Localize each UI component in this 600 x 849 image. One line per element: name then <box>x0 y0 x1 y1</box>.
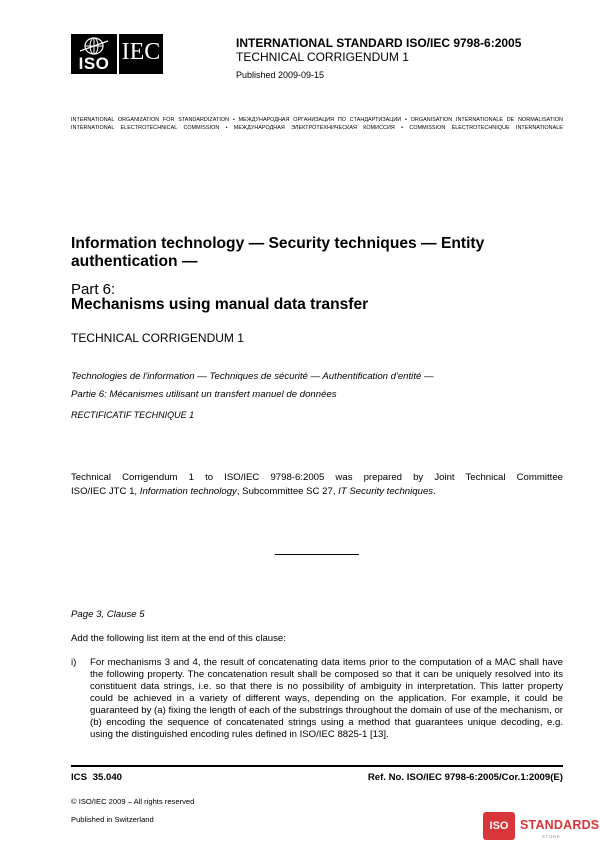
list-item <box>71 657 563 741</box>
organizations-line-1 <box>71 117 563 123</box>
intro-text: . <box>433 486 436 497</box>
globe-icon <box>76 37 112 55</box>
store-standards-text: STANDARDS <box>520 818 600 832</box>
intro-text: ISO/IEC JTC 1, <box>71 486 140 497</box>
iso-iec-logo <box>71 34 163 74</box>
footer-rule <box>71 765 563 767</box>
iso-standards-store-logo <box>480 810 600 844</box>
iso-logo-text: ISO <box>78 54 110 73</box>
store-iso-text: ISO <box>489 820 509 832</box>
intro-italic: Information technology <box>139 486 237 497</box>
bullet: • <box>225 125 228 131</box>
bullet: • <box>404 117 407 123</box>
part-title: Mechanisms using manual data transfer <box>71 296 369 313</box>
intro-paragraph <box>71 471 563 499</box>
ics-code: ICS 35.040 <box>71 772 123 783</box>
iec-logo <box>119 34 163 74</box>
org-name: COMMISSION ÉLECTROTECHNIQUE INTERNATIONALE <box>409 125 563 131</box>
french-title: Technologies de l'information — Techniques de sécurité — Authentification d'entité — <box>71 371 434 382</box>
iec-logo-text: IEC <box>121 39 161 65</box>
intro-line-1: Technical Corrigendum 1 to ISO/IEC 9798-6:2005 was prepared by Joint Technical Committee <box>71 472 563 483</box>
iso-logo <box>71 34 117 74</box>
org-name: МЕЖДУНАРОДНАЯ ЭЛЕКТРОТЕХНИЧЕСКАЯ КОМИССИЯ <box>233 125 395 131</box>
intro-text: , Subcommittee SC 27, <box>236 486 339 497</box>
store-label: STORE <box>542 834 561 839</box>
document-title: Information technology — Security techniques — Entity authentication — <box>71 235 485 270</box>
published-in: Published in Switzerland <box>71 815 154 824</box>
org-name: МЕЖДУНАРОДНАЯ ОРГАНИЗАЦИЯ ПО СТАНДАРТИЗАЦИИ <box>238 117 402 123</box>
list-item-text: For mechanisms 3 and 4, the result of concatenating data items prior to the computation of a MAC shall have the following property. The concatenation result shall be composed so that it can be uniquely resolved into its constituent data strings, i.e. so that there is no possibility of ambiguity in interpretation. This latter property could be achieved in a variety of different ways, depending on the application. For example, it could be guaranteed by (a) fixing the length of each of the substrings throughout the domain of use of the mechanism, or (b) encoding the sequence of concatenated strings using a method that guarantees unique decoding, e.g. using the distinguished encoding rules defined in ISO/IEC 8825-1 [13]. <box>90 657 563 740</box>
organizations-line-2 <box>71 125 563 131</box>
store-iso-badge <box>483 812 515 840</box>
part-number: Part 6: <box>71 281 116 298</box>
publication-date: Published 2009-09-15 <box>236 70 325 80</box>
separator-rule <box>275 554 359 555</box>
instruction-text: Add the following list item at the end of this clause: <box>71 633 286 644</box>
reference-number: Ref. No. ISO/IEC 9798-6:2005/Cor.1:2009(E) <box>367 772 563 783</box>
bullet: • <box>232 117 235 123</box>
standard-number: INTERNATIONAL STANDARD ISO/IEC 9798-6:2005 <box>236 36 522 50</box>
intro-italic: IT Security techniques <box>338 486 434 497</box>
french-part-title: Partie 6: Mécanismes utilisant un transfert manuel de données <box>71 389 337 400</box>
org-name: INTERNATIONAL ELECTROTECHNICAL COMMISSION <box>71 125 220 131</box>
french-corrigendum: RECTIFICATIF TECHNIQUE 1 <box>71 410 195 420</box>
list-item-label: i) <box>71 657 77 668</box>
copyright-notice: © ISO/IEC 2009 – All rights reserved <box>71 797 195 806</box>
corrigendum-label: TECHNICAL CORRIGENDUM 1 <box>236 50 409 64</box>
bullet: • <box>401 125 404 131</box>
org-name: INTERNATIONAL ORGANIZATION FOR STANDARDIZATION <box>71 117 230 123</box>
clause-reference: Page 3, Clause 5 <box>71 609 145 620</box>
org-name: ORGANISATION INTERNATIONALE DE NORMALISATION <box>410 117 563 123</box>
corrigendum-heading: TECHNICAL CORRIGENDUM 1 <box>71 331 244 345</box>
